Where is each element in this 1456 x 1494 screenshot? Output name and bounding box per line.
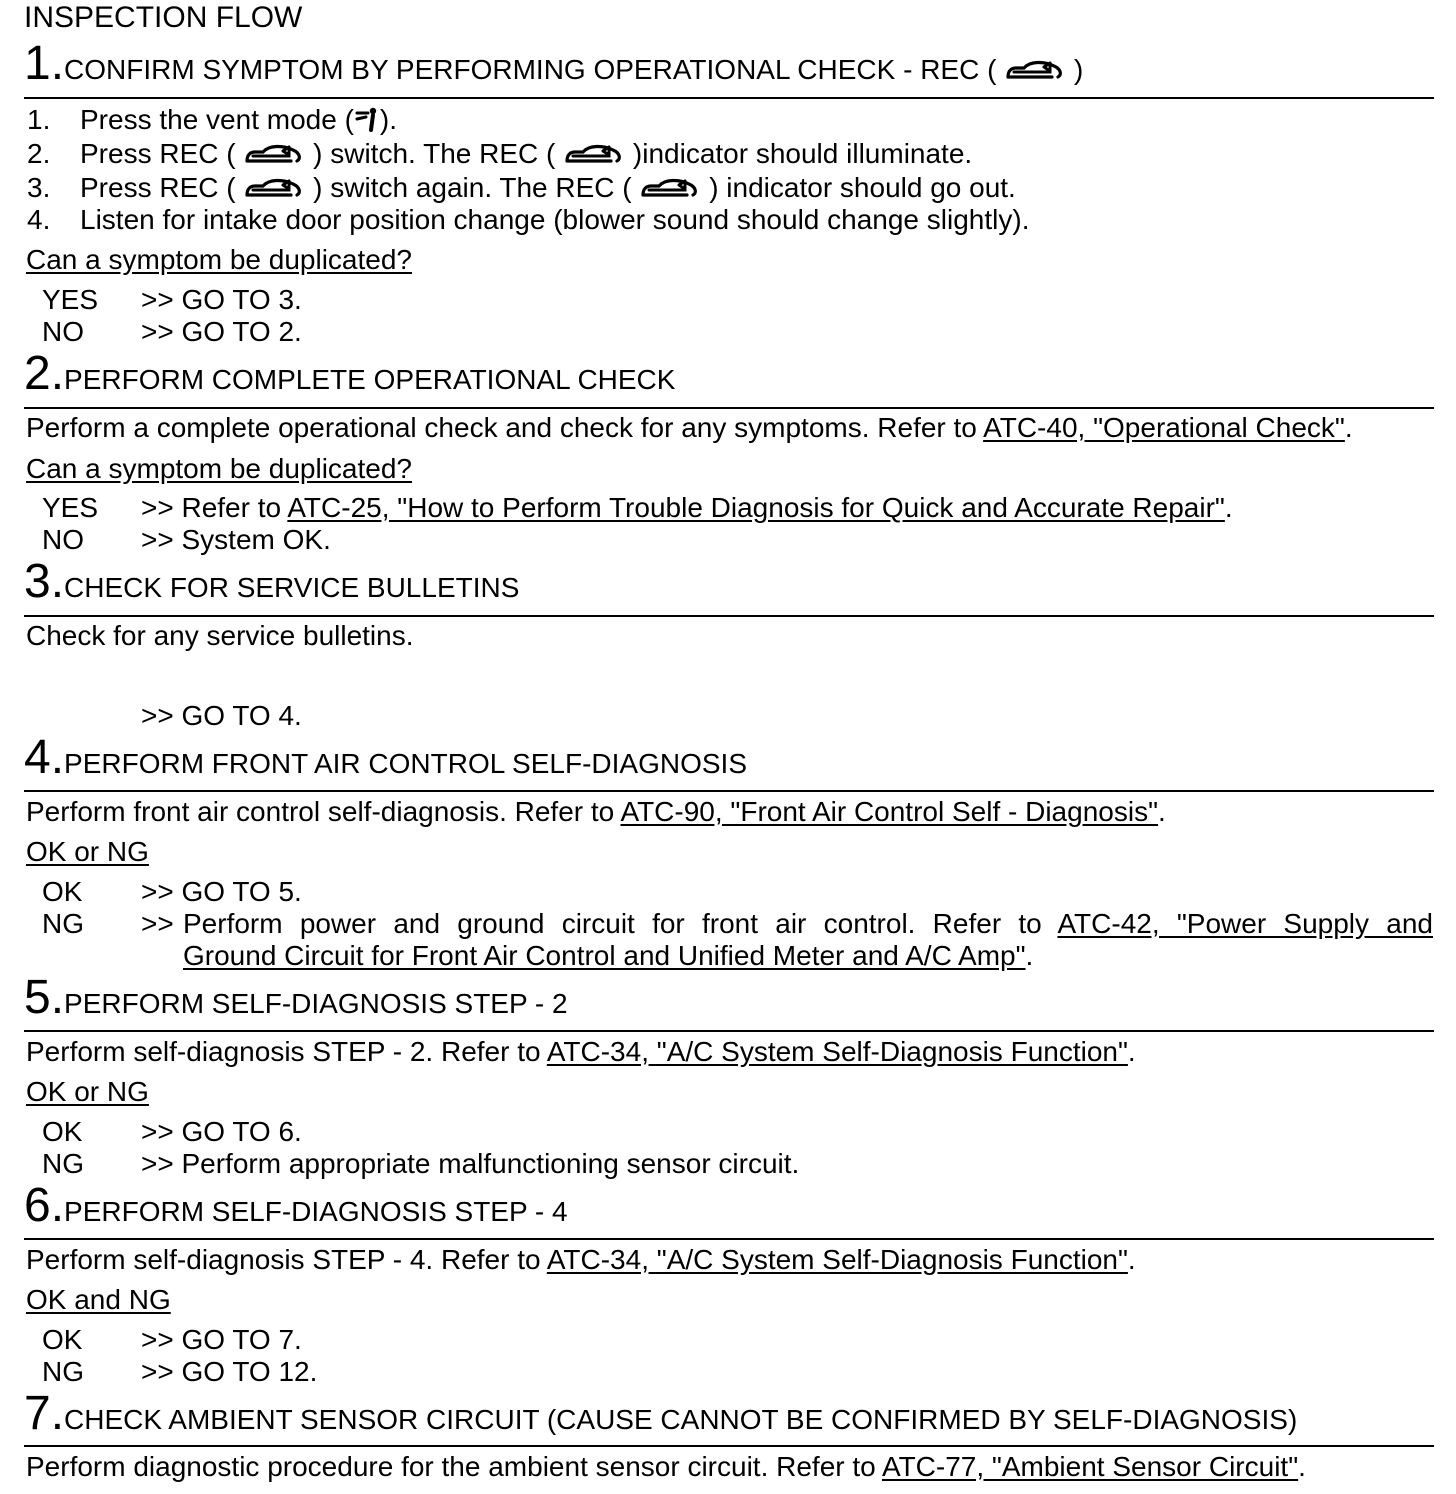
step-4-ng-action-line-1: Perform power and ground circuit for front air control. Refer to ATC-42, "Power Supply and [183, 908, 1433, 939]
rec-icon [243, 142, 305, 166]
step-1-yes-label: YES [42, 284, 99, 315]
step-5-body: Perform self-diagnosis STEP - 2. Refer to ATC-34, "A/C System Self-Diagnosis Function". [26, 1036, 1136, 1067]
step-5-ok-label: OK [42, 1116, 83, 1147]
link-atc-34[interactable]: ATC-34, "A/C System Self-Diagnosis Function" [546, 1244, 1128, 1275]
step-1-question: Can a symptom be duplicated? [26, 244, 412, 275]
link-atc-40[interactable]: ATC-40, "Operational Check" [983, 412, 1345, 443]
rec-icon [639, 176, 701, 200]
step-5-title: PERFORM SELF-DIAGNOSIS STEP - 2 [64, 988, 568, 1019]
step-2-no-label: NO [42, 524, 84, 555]
step-4-heading [24, 731, 747, 784]
step-3-heading [24, 555, 520, 608]
step-7-heading [24, 1387, 1298, 1440]
link-atc-77[interactable]: ATC-77, "Ambient Sensor Circuit" [881, 1451, 1299, 1482]
link-atc-42-cont[interactable]: Ground Circuit for Front Air Control and Unified Meter and A/C Amp" [183, 940, 1026, 971]
step-2-no-action: >> System OK. [141, 524, 331, 555]
rec-icon [563, 142, 625, 166]
step-5-heading [24, 971, 568, 1024]
step-1-divider [24, 97, 1434, 99]
step-5-ok-action: >> GO TO 6. [141, 1116, 302, 1147]
link-atc-34[interactable]: ATC-34, "A/C System Self-Diagnosis Function" [546, 1036, 1128, 1067]
step-7-divider [24, 1445, 1434, 1447]
link-atc-90[interactable]: ATC-90, "Front Air Control Self - Diagnosis" [620, 796, 1159, 827]
page-title: INSPECTION FLOW [24, 1, 303, 34]
step-2-title: PERFORM COMPLETE OPERATIONAL CHECK [64, 364, 676, 395]
step-7-number: 7. [24, 1387, 65, 1440]
step-1-item-4-number: 4. [27, 204, 51, 235]
rec-icon [1004, 58, 1066, 82]
step-2-yes-label: YES [42, 492, 99, 523]
step-6-heading [24, 1179, 568, 1232]
step-1-title: CONFIRM SYMPTOM BY PERFORMING OPERATIONAL CHECK - REC ( ) [64, 54, 1084, 85]
step-4-number: 4. [24, 731, 65, 784]
step-3-number: 3. [24, 555, 65, 608]
step-4-ng-label: NG [42, 908, 84, 939]
step-4-body: Perform front air control self-diagnosis. Refer to ATC-90, "Front Air Control Self - Diagnosis". [26, 796, 1166, 827]
step-2-body: Perform a complete operational check and check for any symptoms. Refer to ATC-40, "Operational Check". [26, 412, 1353, 443]
step-3-divider [24, 615, 1434, 617]
step-6-ng-action: >> GO TO 12. [141, 1356, 318, 1387]
step-4-question: OK or NG [26, 836, 149, 867]
step-6-question: OK and NG [26, 1284, 171, 1315]
step-1-item-1: Press the vent mode ( ). [80, 104, 398, 135]
step-4-ng-arrow: >> [141, 908, 174, 939]
step-1-yes-action: >> GO TO 3. [141, 284, 302, 315]
step-1-no-action: >> GO TO 2. [141, 316, 302, 347]
step-2-divider [24, 407, 1434, 409]
step-1-item-3: Press REC ( ) switch again. The REC ( ) indicator should go out. [80, 172, 1016, 203]
step-7-body: Perform diagnostic procedure for the ambient sensor circuit. Refer to ATC-77, "Ambient Sensor Circuit". [26, 1451, 1306, 1482]
step-6-title: PERFORM SELF-DIAGNOSIS STEP - 4 [64, 1196, 568, 1227]
step-6-divider [24, 1238, 1434, 1240]
step-1-item-2: Press REC ( ) switch. The REC ( )indicator should illuminate. [80, 138, 973, 169]
step-2-question: Can a symptom be duplicated? [26, 453, 412, 484]
step-1-item-3-number: 3. [27, 172, 51, 203]
step-5-divider [24, 1030, 1434, 1032]
step-1-item-1-number: 1. [27, 104, 51, 135]
step-4-divider [24, 790, 1434, 792]
step-2-yes-action: >> Refer to ATC-25, "How to Perform Trouble Diagnosis for Quick and Accurate Repair". [141, 492, 1233, 523]
step-1-item-4: Listen for intake door position change (blower sound should change slightly). [80, 204, 1030, 235]
step-6-body: Perform self-diagnosis STEP - 4. Refer to ATC-34, "A/C System Self-Diagnosis Function". [26, 1244, 1136, 1275]
link-atc-25[interactable]: ATC-25, "How to Perform Trouble Diagnosis for Quick and Accurate Repair" [287, 492, 1225, 523]
step-6-ng-label: NG [42, 1356, 84, 1387]
step-1-no-label: NO [42, 316, 84, 347]
step-3-title: CHECK FOR SERVICE BULLETINS [64, 572, 520, 603]
step-1-heading [24, 37, 1084, 90]
step-5-question: OK or NG [26, 1076, 149, 1107]
step-3-action: >> GO TO 4. [141, 700, 302, 731]
step-6-ok-action: >> GO TO 7. [141, 1324, 302, 1355]
step-5-ng-label: NG [42, 1148, 84, 1179]
step-4-title: PERFORM FRONT AIR CONTROL SELF-DIAGNOSIS [64, 748, 747, 779]
step-3-body: Check for any service bulletins. [26, 620, 414, 651]
step-5-ng-action: >> Perform appropriate malfunctioning sensor circuit. [141, 1148, 800, 1179]
vent-mode-icon [354, 106, 380, 132]
step-4-ng-action-line-2: Ground Circuit for Front Air Control and Unified Meter and A/C Amp". [183, 940, 1034, 971]
link-atc-42[interactable]: ATC-42, "Power Supply and [1057, 908, 1433, 939]
step-6-ok-label: OK [42, 1324, 83, 1355]
step-2-heading [24, 347, 676, 400]
step-7-title: CHECK AMBIENT SENSOR CIRCUIT (CAUSE CANNOT BE CONFIRMED BY SELF-DIAGNOSIS) [64, 1404, 1298, 1435]
step-2-number: 2. [24, 347, 65, 400]
step-5-number: 5. [24, 971, 65, 1024]
rec-icon [243, 176, 305, 200]
step-4-ok-label: OK [42, 876, 83, 907]
step-1-number: 1. [24, 37, 65, 90]
step-4-ok-action: >> GO TO 5. [141, 876, 302, 907]
step-6-number: 6. [24, 1179, 65, 1232]
step-1-item-2-number: 2. [27, 138, 51, 169]
